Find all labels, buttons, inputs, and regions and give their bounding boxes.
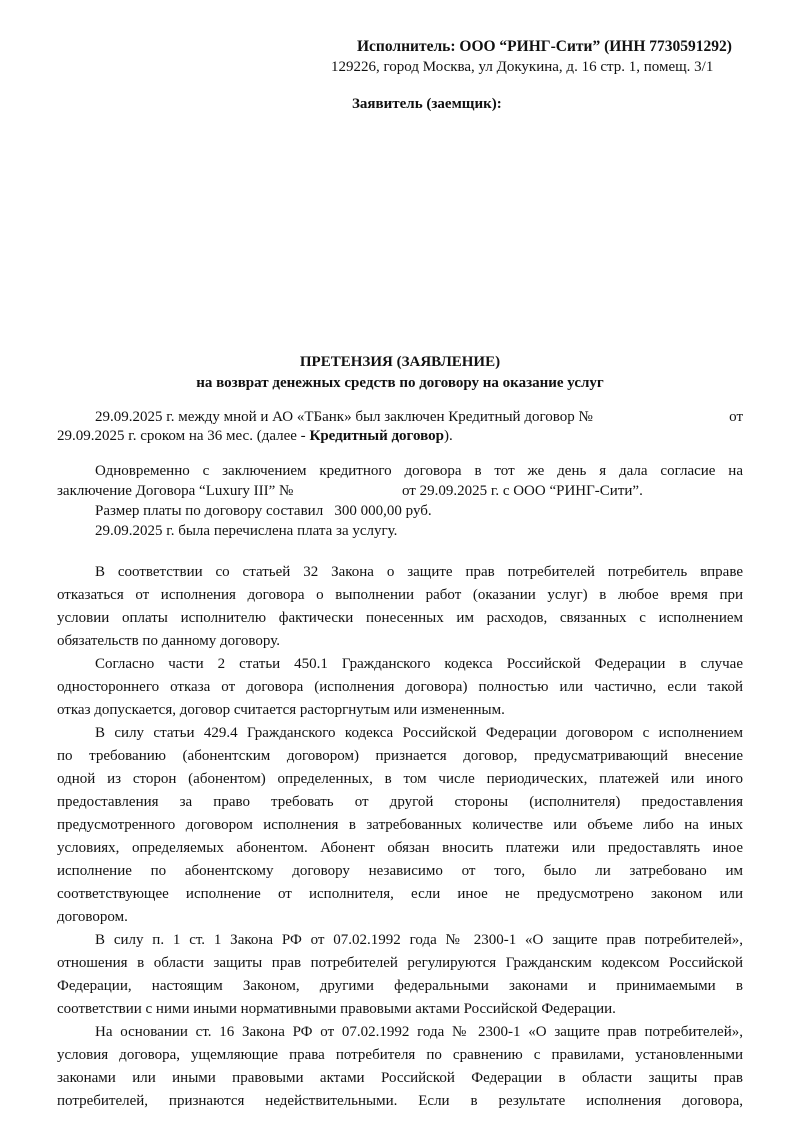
para4-line: отказ допускается, договор считается расторгнутым или измененным. [57, 702, 505, 718]
credit-contract-line-1 [95, 408, 743, 426]
payment-amount-line: Размер платы по договору составил 300 000,00 руб. [95, 503, 432, 519]
agreement-line-2 [57, 482, 743, 500]
para5-line: условиях, определяемых абонентом. Абонент обязан вносить платежи или предоставлять иное [57, 840, 743, 856]
credit-contract-term: Кредитный договор [309, 428, 444, 444]
para7-line: На основании ст. 16 Закона РФ от 07.02.1992 года № 2300-1 «О защите прав потребителей», [95, 1024, 743, 1040]
executor-heading: Исполнитель: ООО “РИНГ-Сити” (ИНН 7730591292) [357, 38, 732, 55]
para5-line: предусмотренного договором исполнения в затребованных количестве или объеме либо на иных [57, 817, 743, 833]
text: ). [443, 428, 453, 444]
document-title: ПРЕТЕНЗИЯ (ЗАЯВЛЕНИЕ) [299, 354, 501, 370]
para7-line: условия договора, ущемляющие права потребителя по сравнению с правилами, установленными [57, 1047, 743, 1063]
para6-line: отношения в области защиты прав потребителей регулируются Гражданским кодексом Российской [57, 955, 743, 971]
para3-line: В соответствии со статьей 32 Закона о защите прав потребителей потребитель вправе [95, 564, 743, 580]
para7-line: законами или иными правовыми актами Российской Федерации в области защиты прав [57, 1070, 743, 1086]
text: заключение Договора “Luxury III” № [57, 483, 294, 499]
executor-address: 129226, город Москва, ул Докукина, д. 16 стр. 1, помещ. 3/1 [331, 59, 714, 75]
applicant-label: Заявитель (заемщик): [352, 96, 502, 112]
payment-date-line: 29.09.2025 г. была перечислена плата за услугу. [95, 523, 398, 539]
text: 29.09.2025 г. сроком на 36 мес. (далее - [57, 428, 310, 444]
para3-line: обязательств по данному договору. [57, 633, 280, 649]
para5-line: по требованию (абонентским договором) признается договор, предусматривающий внесение [57, 748, 743, 764]
para3-line: условии оплаты исполнителю фактически понесенных им расходов, связанных с исполнением [57, 610, 743, 626]
para3-line: отказаться от исполнения договора о выполнении работ (оказании услуг) в любое время при [57, 587, 743, 603]
para6-line: В силу п. 1 ст. 1 Закона РФ от 07.02.1992 года № 2300-1 «О защите прав потребителей», [95, 932, 743, 948]
text: от [729, 409, 743, 425]
para5-line: исполнение по абонентскому договору независимо от того, было ли затребовано им [57, 863, 743, 879]
credit-contract-line-2 [57, 427, 743, 445]
text: от 29.09.2025 г. с ООО “РИНГ-Сити”. [402, 483, 643, 499]
para5-line: одной из сторон (абонентом) определенных, в том числе периодических, платежей или иного [57, 771, 743, 787]
para7-line: потребителей, признаются недействительными. Если в результате исполнения договора, [57, 1093, 743, 1109]
para5-line: предоставления за право требовать от другой стороны (исполнителя) предоставления [57, 794, 743, 810]
para5-line: соответствующее исполнение от исполнителя, если иное не предусмотрено законом или [57, 886, 743, 902]
text: 29.09.2025 г. между мной и АО «ТБанк» был заключен Кредитный договор № [95, 409, 593, 425]
para5-line: договором. [57, 909, 128, 925]
para6-line: соответствии с ними иными нормативными правовыми актами Российской Федерации. [57, 1001, 616, 1017]
document-subtitle: на возврат денежных средств по договору на оказание услуг [196, 375, 604, 391]
para6-line: Федерации, настоящим Законом, другими федеральными законами и принимаемыми в [57, 978, 743, 994]
para5-line: В силу статьи 429.4 Гражданского кодекса Российской Федерации договором с исполнением [95, 725, 743, 741]
para4-line: одностороннего отказа от договора (исполнения договора) полностью или частично, если такой [57, 679, 743, 695]
agreement-line-1: Одновременно с заключением кредитного договора в тот же день я дала согласие на [95, 463, 743, 479]
para4-line: Согласно части 2 статьи 450.1 Гражданского кодекса Российской Федерации в случае [95, 656, 743, 672]
